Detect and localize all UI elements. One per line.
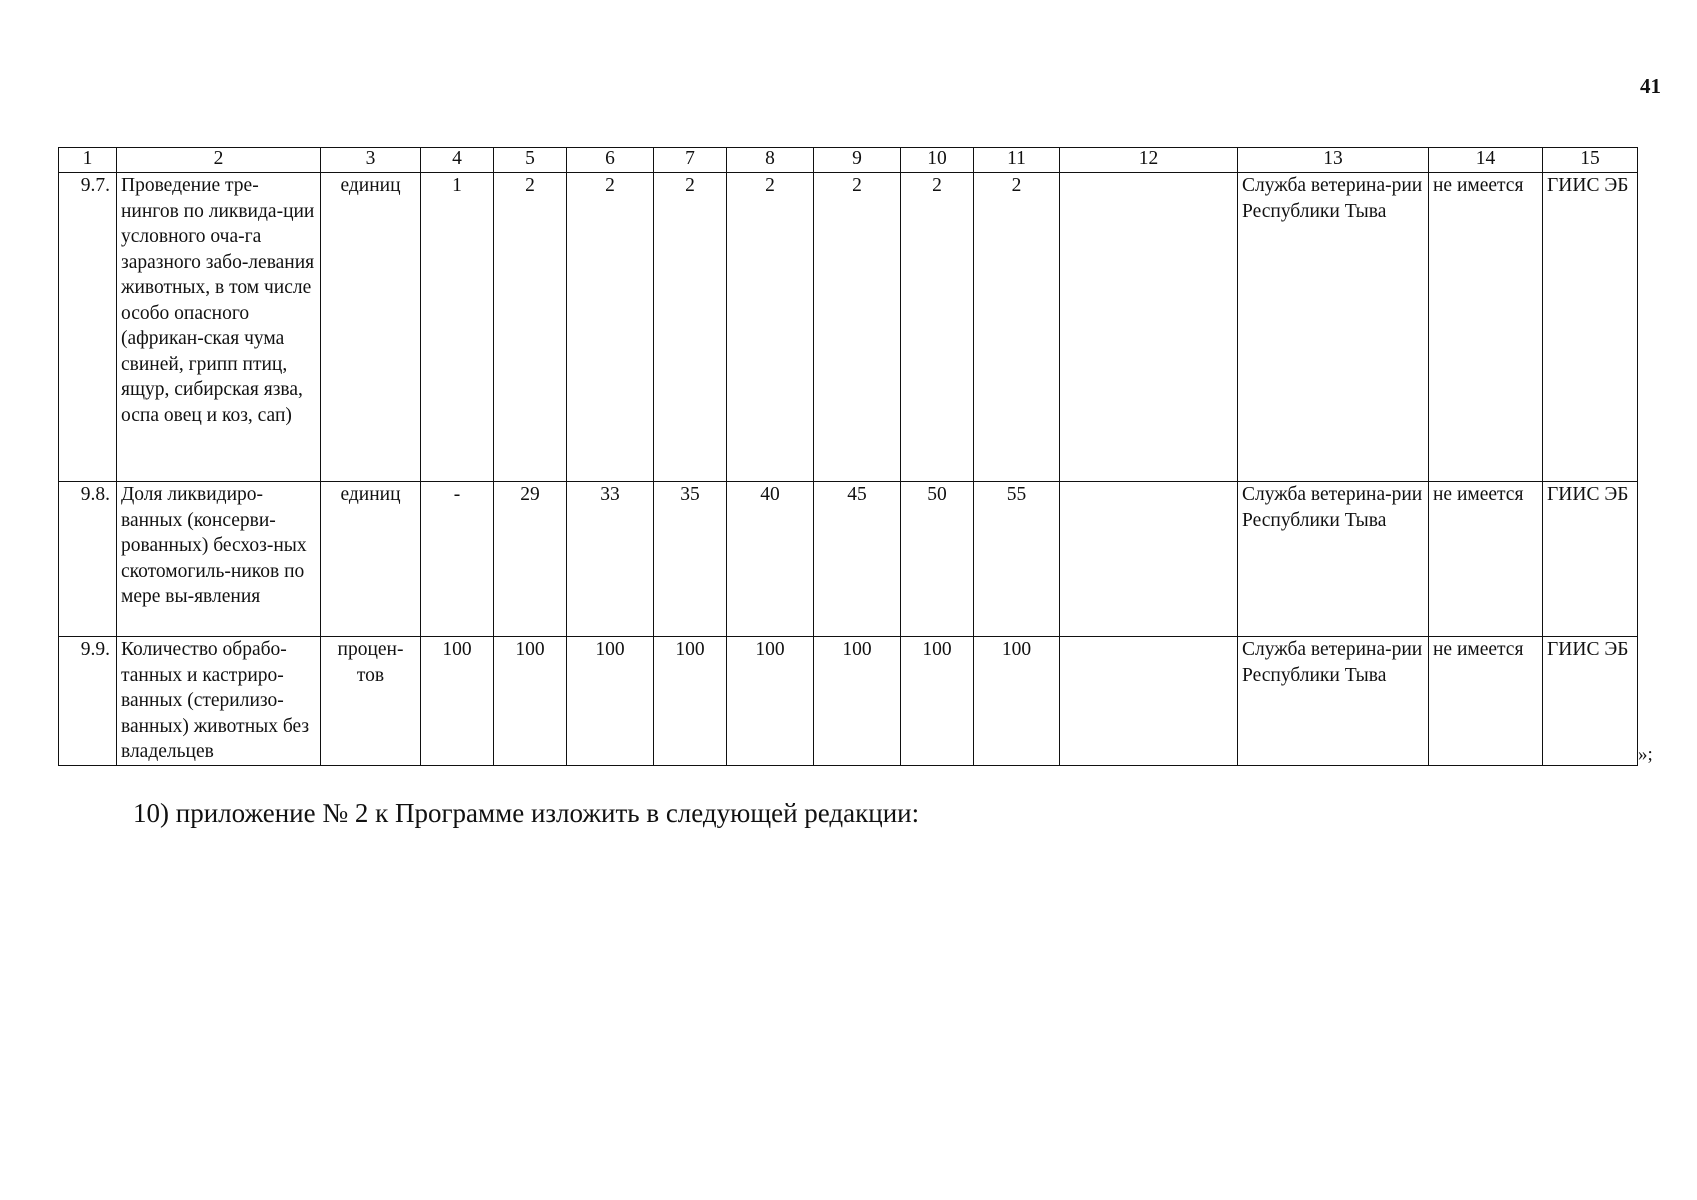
- header-cell: 1: [59, 148, 117, 173]
- row-number-cell: 9.9.: [59, 637, 117, 766]
- source-cell: ГИИС ЭБ: [1543, 173, 1638, 482]
- col14-cell: не имеется: [1429, 637, 1543, 766]
- header-cell: 6: [567, 148, 654, 173]
- responsible-cell: Служба ветерина-рии Республики Тыва: [1238, 482, 1429, 637]
- header-cell: 5: [494, 148, 567, 173]
- unit-cell: единиц: [321, 482, 421, 637]
- header-cell: 8: [727, 148, 814, 173]
- table-header-row: [59, 148, 1638, 173]
- value-cell: 100: [901, 637, 974, 766]
- table-row: [59, 482, 1638, 637]
- value-cell: 100: [654, 637, 727, 766]
- empty-cell: [1060, 637, 1238, 766]
- value-cell: -: [421, 482, 494, 637]
- responsible-cell: Служба ветерина-рии Республики Тыва: [1238, 637, 1429, 766]
- value-cell: 2: [567, 173, 654, 482]
- header-cell: 12: [1060, 148, 1238, 173]
- row-number-cell: 9.8.: [59, 482, 117, 637]
- indicator-name-cell: Количество обрабо-танных и кастриро-ванных (стерилизо-ванных) животных без владельцев: [117, 637, 321, 766]
- indicator-name-cell: Проведение тре-нингов по ликвида-ции условного оча-га заразного забо-левания животных, в том числе особо опасного (африкан-ская чума свиней, грипп птиц, ящур, сибирская язва, оспа овец и коз, сап): [117, 173, 321, 482]
- value-cell: 2: [654, 173, 727, 482]
- empty-cell: [1060, 173, 1238, 482]
- value-cell: 55: [974, 482, 1060, 637]
- value-cell: 100: [567, 637, 654, 766]
- col14-cell: не имеется: [1429, 482, 1543, 637]
- value-cell: 2: [814, 173, 901, 482]
- header-cell: 11: [974, 148, 1060, 173]
- unit-cell: процен-тов: [321, 637, 421, 766]
- table-row: [59, 173, 1638, 482]
- value-cell: 2: [494, 173, 567, 482]
- value-cell: 1: [421, 173, 494, 482]
- header-cell: 14: [1429, 148, 1543, 173]
- value-cell: 2: [727, 173, 814, 482]
- header-cell: 7: [654, 148, 727, 173]
- value-cell: 40: [727, 482, 814, 637]
- header-cell: 3: [321, 148, 421, 173]
- responsible-cell: Служба ветерина-рии Республики Тыва: [1238, 173, 1429, 482]
- instruction-paragraph: 10) приложение № 2 к Программе изложить в следующей редакции:: [133, 798, 920, 828]
- empty-cell: [1060, 482, 1238, 637]
- header-cell: 13: [1238, 148, 1429, 173]
- table-row: [59, 637, 1638, 766]
- closing-quote: »;: [1638, 744, 1653, 765]
- header-cell: 2: [117, 148, 321, 173]
- row-number-cell: 9.7.: [59, 173, 117, 482]
- header-cell: 4: [421, 148, 494, 173]
- value-cell: 2: [901, 173, 974, 482]
- header-cell: 10: [901, 148, 974, 173]
- value-cell: 100: [727, 637, 814, 766]
- value-cell: 100: [494, 637, 567, 766]
- value-cell: 29: [494, 482, 567, 637]
- value-cell: 33: [567, 482, 654, 637]
- indicator-name-cell: Доля ликвидиро-ванных (консерви-рованных) бесхоз-ных скотомогиль-ников по мере вы-явления: [117, 482, 321, 637]
- indicators-table: [58, 147, 1638, 766]
- col14-cell: не имеется: [1429, 173, 1543, 482]
- header-cell: 9: [814, 148, 901, 173]
- value-cell: 45: [814, 482, 901, 637]
- value-cell: 2: [974, 173, 1060, 482]
- value-cell: 100: [421, 637, 494, 766]
- value-cell: 50: [901, 482, 974, 637]
- source-cell: ГИИС ЭБ: [1543, 482, 1638, 637]
- value-cell: 35: [654, 482, 727, 637]
- value-cell: 100: [974, 637, 1060, 766]
- value-cell: 100: [814, 637, 901, 766]
- header-cell: 15: [1543, 148, 1638, 173]
- unit-cell: единиц: [321, 173, 421, 482]
- source-cell: ГИИС ЭБ: [1543, 637, 1638, 766]
- page-number: 41: [1640, 74, 1661, 98]
